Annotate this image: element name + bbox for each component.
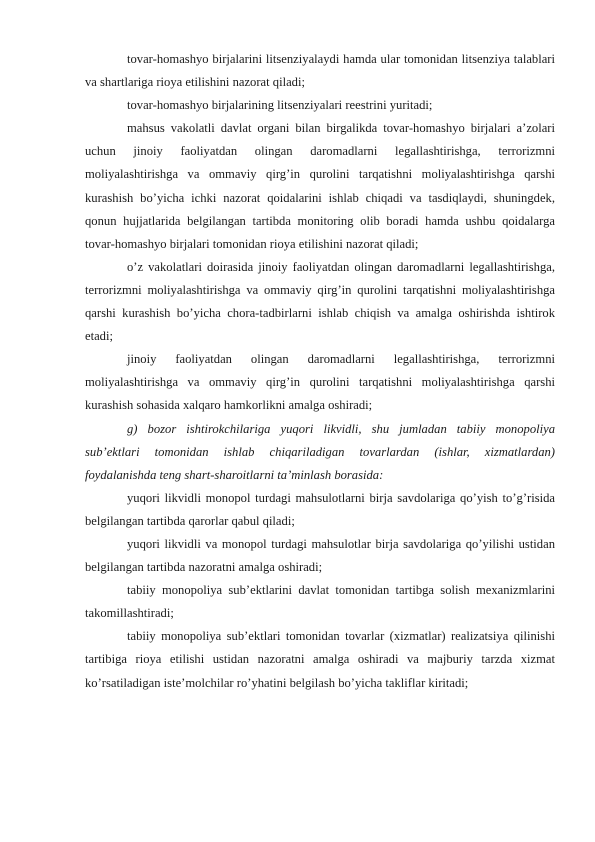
paragraph-9: tabiiy monopoliya sub’ektlarini davlat tomonidan tartibga solish mexanizmlarini takomillashtiradi; (85, 583, 555, 621)
paragraph-5: jinoiy faoliyatdan olingan daromadlarni legallashtirishga, terrorizmni moliyalashtirishga va ommaviy qirg’in qurolini tarqatishni moliyalashtirishga qarshi kurashish sohasida xalqaro hamkorlikni amalga oshiradi; (85, 352, 555, 413)
paragraph-3: mahsus vakolatli davlat organi bilan birgalikda tovar-homashyo birjalari a’zolari uchun jinoiy faoliyatdan olingan daromadlarni legallashtirishga, terrorizmni moliyalashtirishga va ommaviy qirg’in qurolini tarqatishni moliyalashtirishga qarshi kurashish bo’yicha ichki nazorat qoidalarini ishlab chiqadi va tasdiqlaydi, shuningdek, qonun hujjatlarida belgilangan tartibda monitoring olib boradi hamda ushbu qoidalarga tovar-homashyo birjalari tomonidan rioya etilishini nazorat qiladi; (85, 121, 555, 251)
paragraph-4: o’z vakolatlari doirasida jinoiy faoliyatdan olingan daromadlarni legallashtirishga, terrorizmni moliyalashtirishga va ommaviy qirg’in qurolini tarqatishni moliyalashtirishga qarshi kurashish bo’yicha chora-tadbirlarni ishlab chiqish va amalga oshirishda ishtirok etadi; (85, 259, 555, 344)
paragraph-7: yuqori likvidli monopol turdagi mahsulotlarni birja savdolariga qo’yish to’g’risida belgilangan tartibda qarorlar qabul qiladi; (85, 490, 555, 528)
document-page (85, 48, 555, 695)
section-heading-g: g) bozor ishtirokchilariga yuqori likvidli, shu jumladan tabiiy monopoliya sub’ektlari tomonidan ishlab chiqariladigan tovarlardan (ishlar, xizmatlardan) foydalanishda teng shart-sharoitlarni ta’minlash borasida: (85, 421, 555, 482)
paragraph-8: yuqori likvidli va monopol turdagi mahsulotlar birja savdolariga qo’yilishi ustidan belgilangan tartibda nazoratni amalga oshiradi; (85, 536, 555, 575)
paragraph-2: tovar-homashyo birjalarining litsenziyalari reestrini yuritadi; (127, 98, 433, 113)
paragraph-10: tabiiy monopoliya sub’ektlari tomonidan tovarlar (xizmatlar) realizatsiya qilinishi tartibiga rioya etilishi ustidan nazoratni amalga oshiradi va majburiy tarzda xizmat ko’rsatiladigan iste’molchilar ro’yhatini belgilash bo’yicha takliflar kiritadi; (85, 629, 555, 690)
paragraph-1: tovar-homashyo birjalarini litsenziyalaydi hamda ular tomonidan litsenziya talablari va shartlariga rioya etilishini nazorat qiladi; (85, 52, 555, 90)
